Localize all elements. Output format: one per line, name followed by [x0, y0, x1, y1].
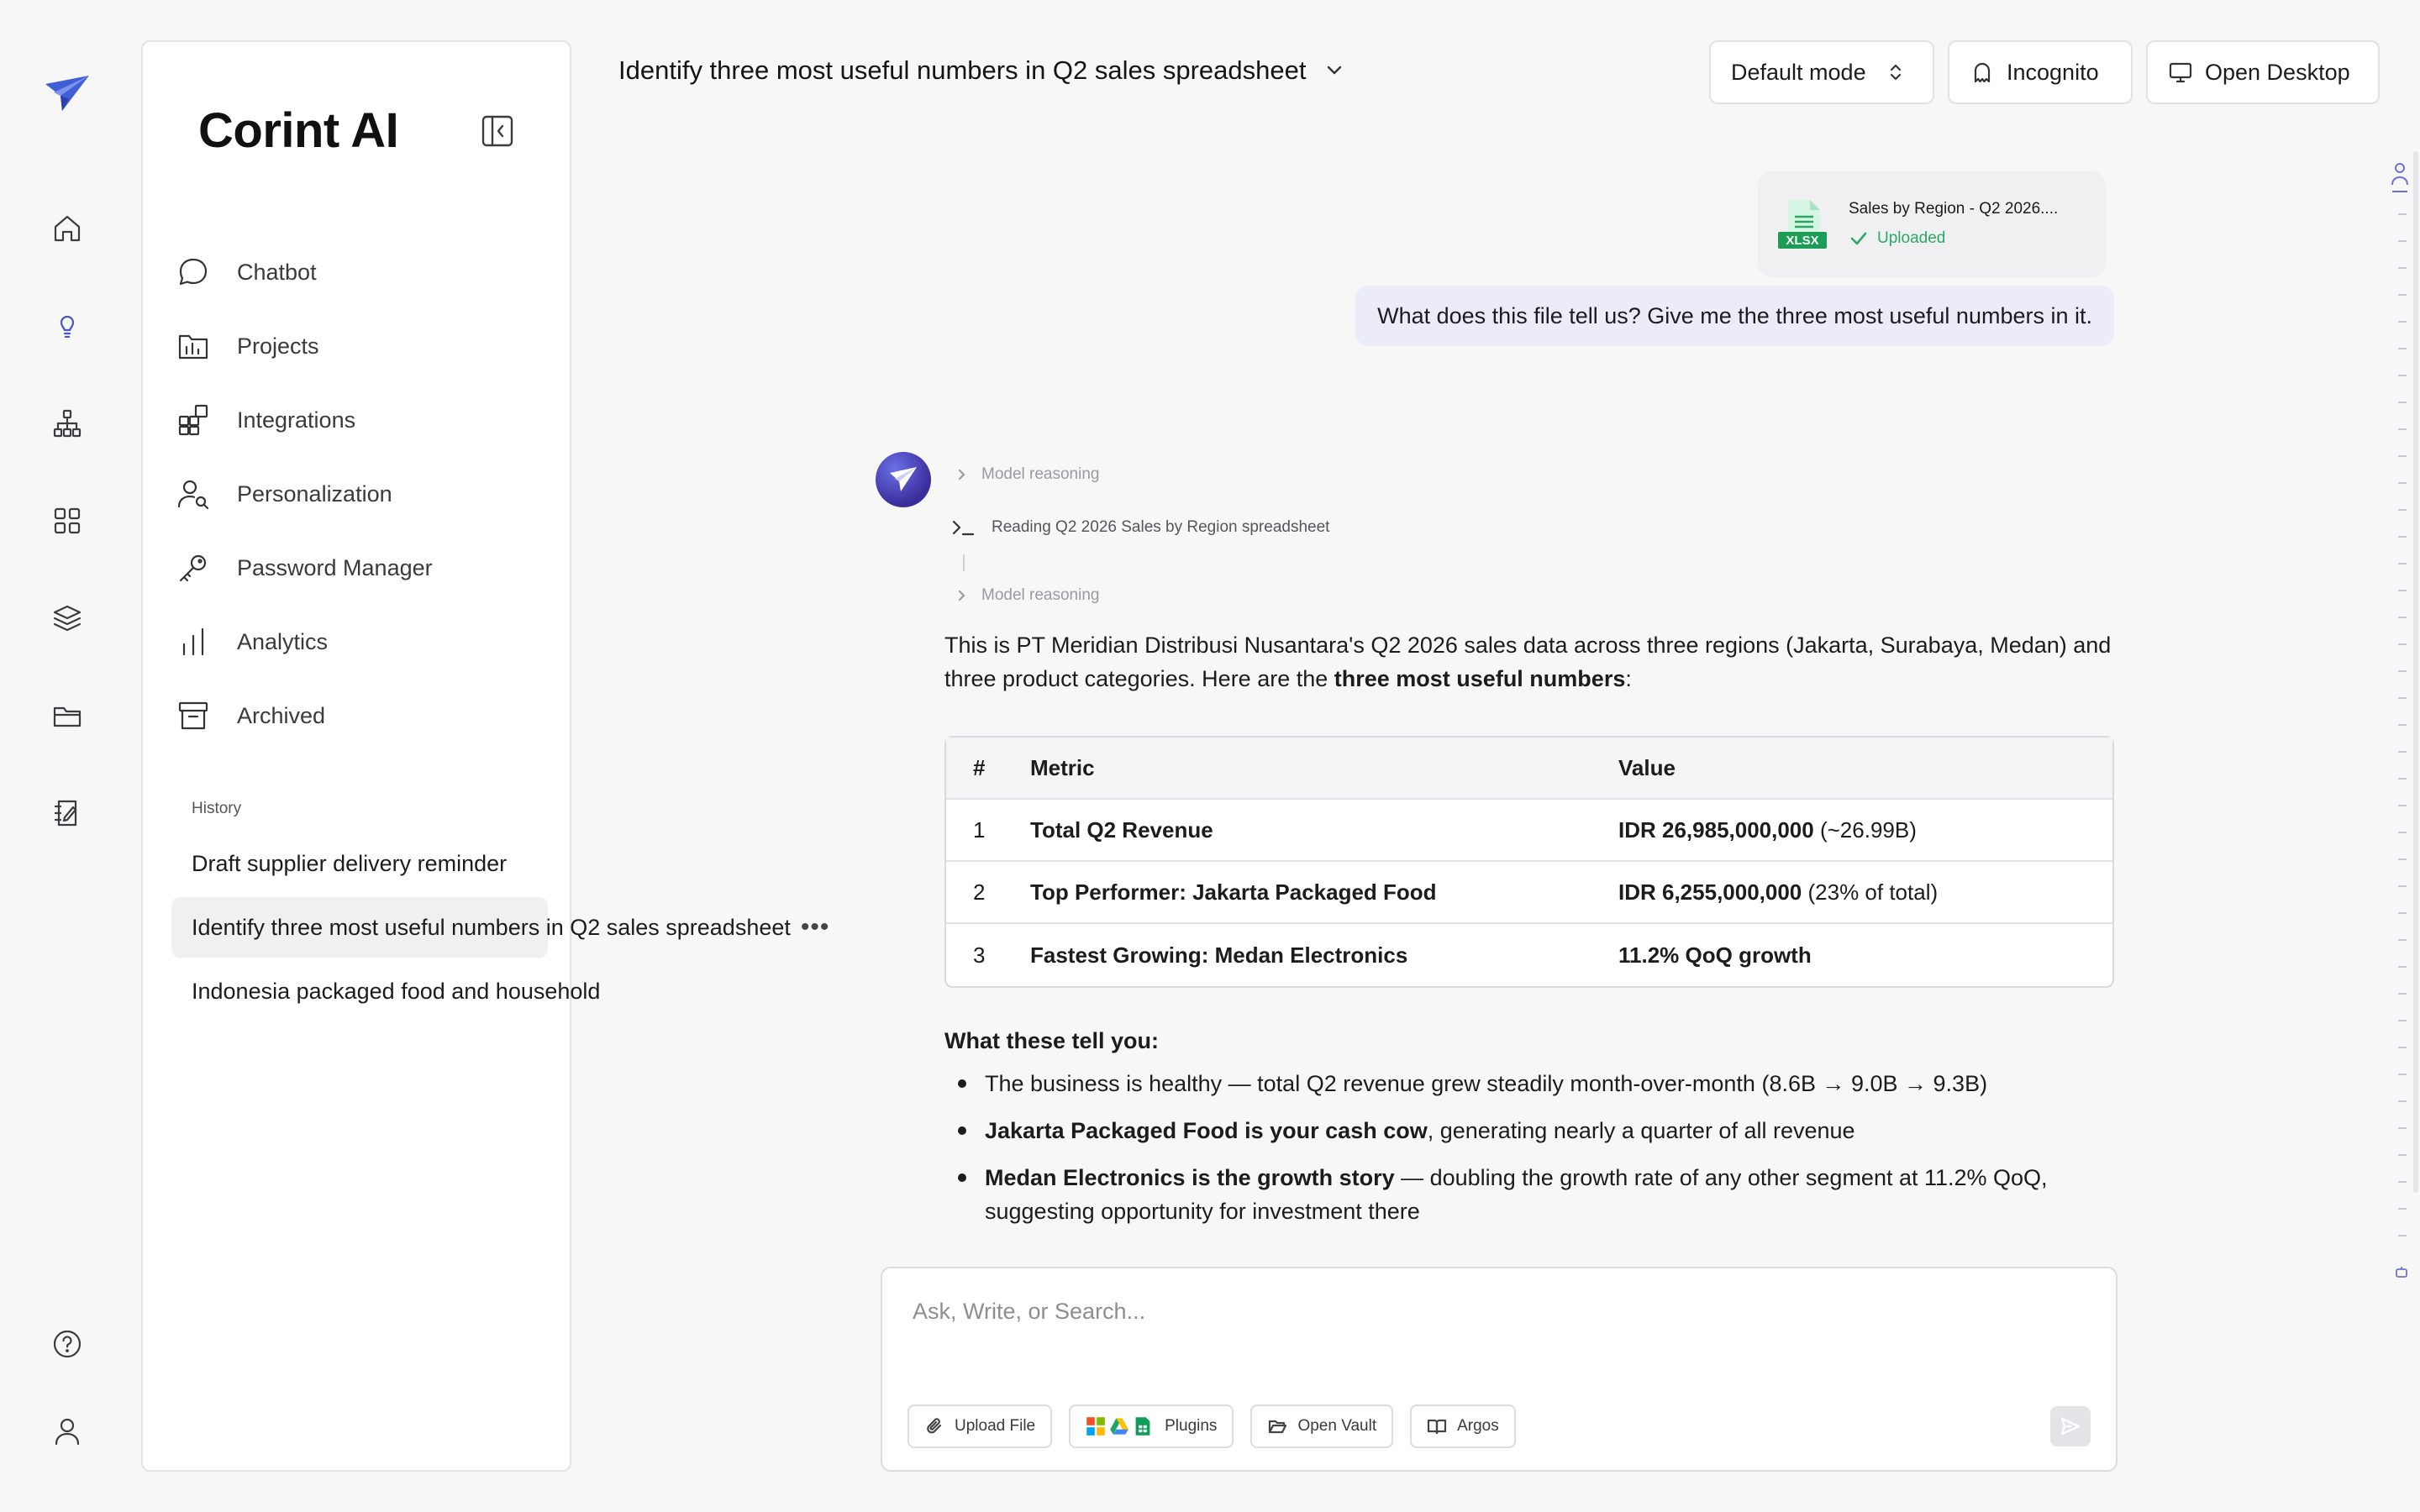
- org-chart-icon[interactable]: [47, 403, 87, 444]
- sidebar-item-label: Password Manager: [237, 554, 433, 580]
- sidebar-item-label: Personalization: [237, 480, 392, 507]
- row-value-bold: IDR 6,255,000,000: [1618, 879, 1802, 905]
- sidebar-item-label: Integrations: [237, 407, 356, 433]
- composer: [881, 1267, 2118, 1472]
- open-desktop-label: Open Desktop: [2205, 59, 2350, 85]
- assistant-intro: [944, 628, 2118, 696]
- sidebar-item-analytics[interactable]: [175, 605, 544, 679]
- open-vault-button[interactable]: [1250, 1404, 1393, 1448]
- bullet-bold: Jakarta Packaged Food is your cash cow: [985, 1118, 1428, 1143]
- sidebar-nav: [175, 235, 544, 753]
- upload-status-label: Uploaded: [1877, 229, 1946, 247]
- projects-folder-icon: [175, 328, 212, 365]
- user-message-bubble: What does this file tell us? Give me the three most useful numbers in it.: [1355, 286, 2114, 346]
- message-input[interactable]: [913, 1299, 2005, 1325]
- send-icon: [2059, 1415, 2082, 1438]
- column-header: Metric: [1030, 738, 1618, 800]
- history-item-active[interactable]: [171, 897, 830, 958]
- xlsx-file-icon: [1776, 198, 1828, 250]
- reasoning-step[interactable]: [955, 586, 1099, 605]
- sidebar-item-integrations[interactable]: [175, 383, 544, 457]
- file-attachment-card[interactable]: [1758, 171, 2106, 277]
- scrollbar[interactable]: [2413, 151, 2418, 1193]
- history-item[interactable]: [171, 833, 548, 894]
- incognito-label: Incognito: [2007, 59, 2099, 85]
- numbers-table: [944, 736, 2114, 988]
- bullet-text: , generating nearly a quarter of all revenue: [1427, 1118, 1855, 1143]
- sidebar-item-personalization[interactable]: [175, 457, 544, 531]
- assistant-logo-icon: [887, 464, 919, 496]
- sidebar-item-chatbot[interactable]: [175, 235, 544, 309]
- row-metric: Top Performer: Jakarta Packaged Food: [1030, 862, 1618, 924]
- folder-open-icon: [1267, 1416, 1287, 1436]
- sidebar-item-projects[interactable]: [175, 309, 544, 383]
- icon-rail: [0, 0, 134, 1512]
- upload-file-label: Upload File: [955, 1417, 1036, 1435]
- lightbulb-icon[interactable]: [47, 306, 87, 346]
- help-icon[interactable]: [47, 1324, 87, 1364]
- plugin-logos-icon: [1086, 1416, 1153, 1436]
- row-value-rest: (~26.99B): [1813, 816, 1917, 843]
- list-item: [944, 1067, 2121, 1100]
- chevron-right-icon: [955, 468, 968, 481]
- table-row: [946, 800, 2112, 862]
- chevron-up-down-icon: [1883, 60, 1908, 85]
- grid-icon[interactable]: [47, 501, 87, 541]
- monitor-icon: [2168, 60, 2193, 85]
- layers-icon[interactable]: [47, 598, 87, 638]
- archive-icon: [175, 697, 212, 734]
- terminal-icon: [951, 517, 975, 538]
- sidebar-collapse-icon: [480, 113, 515, 149]
- plugins-button[interactable]: [1069, 1404, 1234, 1448]
- row-metric: Fastest Growing: Medan Electronics: [1030, 942, 1408, 968]
- row-value: [1618, 924, 2112, 986]
- row-value-rest: (23% of total): [1802, 879, 1939, 905]
- file-name: Sales by Region - Q2 2026....: [1849, 200, 2059, 218]
- check-icon: [1849, 228, 1869, 249]
- reasoning-step[interactable]: [955, 465, 1099, 484]
- chat-title: Identify three most useful numbers in Q2 sales spreadsheet: [618, 55, 1307, 85]
- chevron-right-icon: [955, 589, 968, 602]
- assistant-avatar: [876, 452, 931, 507]
- folder-icon[interactable]: [47, 696, 87, 736]
- history-item[interactable]: [171, 961, 601, 1021]
- intro-text-end: :: [1625, 666, 1632, 691]
- table-row: [946, 924, 2112, 986]
- row-value-bold: IDR 26,985,000,000: [1618, 816, 1814, 843]
- incognito-button[interactable]: [1948, 40, 2133, 104]
- brand-title: Corint AI: [198, 103, 399, 158]
- argos-button[interactable]: [1410, 1404, 1516, 1448]
- chevron-down-icon: [1322, 58, 1347, 83]
- insights-list: [944, 1067, 2121, 1242]
- user-search-icon: [175, 475, 212, 512]
- argos-label: Argos: [1457, 1417, 1499, 1435]
- file-info: [1849, 200, 2058, 249]
- sheets-logo-icon: [1133, 1416, 1153, 1436]
- row-value-bold: 11.2% QoQ growth: [1618, 942, 1812, 968]
- history-item-title: Draft supplier delivery reminder: [192, 850, 508, 876]
- table-header-row: [946, 738, 2112, 800]
- sidebar-item-archived[interactable]: [175, 679, 544, 753]
- reasoning-step-label: Model reasoning: [981, 586, 1100, 604]
- upload-status: [1849, 228, 2058, 249]
- table-row: [946, 862, 2112, 924]
- history-item-title: Identify three most useful numbers in Q2 sales spreadsheet: [192, 914, 791, 940]
- chat-bubble-icon: [175, 254, 212, 291]
- bar-chart-icon: [175, 623, 212, 660]
- step-connector: [963, 554, 965, 571]
- home-icon[interactable]: [47, 208, 87, 249]
- sidebar-item-label: Analytics: [237, 628, 329, 654]
- file-type-label: XLSX: [1786, 234, 1819, 248]
- intro-text: This is PT Meridian Distribusi Nusantara's Q2 2026 sales data across three regions (Jakarta, Surabaya, Medan) and three product categories. Here are the: [944, 633, 2112, 691]
- more-options-icon[interactable]: •••: [800, 913, 830, 941]
- open-desktop-button[interactable]: [2146, 40, 2380, 104]
- history-list: [171, 833, 830, 1025]
- book-open-icon: [1427, 1416, 1447, 1436]
- row-number: 1: [946, 800, 1030, 862]
- drive-logo-icon: [1109, 1416, 1129, 1436]
- row-value: [1618, 862, 2112, 924]
- row-number: 3: [973, 942, 986, 968]
- plugins-label: Plugins: [1165, 1417, 1218, 1435]
- bullet-text: — doubling the growth rate of any other segment at 11.2% QoQ, suggesting opportunity for investment there: [985, 1165, 2048, 1224]
- collapse-sidebar-button[interactable]: [477, 111, 518, 151]
- key-icon: [175, 549, 212, 586]
- reasoning-step-label: Model reasoning: [981, 465, 1100, 483]
- ghost-icon: [1970, 60, 1995, 85]
- integrations-icon: [175, 402, 212, 438]
- row-value: [1618, 800, 2112, 862]
- paperclip-icon: [924, 1416, 944, 1436]
- sidebar-item-label: Projects: [237, 333, 319, 359]
- notebook-icon[interactable]: [47, 793, 87, 833]
- minimap-bot-icon: [2395, 1265, 2408, 1278]
- list-item: [944, 1114, 2121, 1147]
- microsoft-logo-icon: [1086, 1416, 1106, 1436]
- scroll-minimap[interactable]: [2390, 160, 2410, 1285]
- mode-label: Default mode: [1731, 59, 1866, 85]
- bullet-text: The business is healthy — total Q2 revenue grew steadily month-over-month (8.6B → 9.0B → 9.3B): [985, 1071, 1988, 1096]
- send-button[interactable]: [2050, 1406, 2091, 1446]
- list-item: [944, 1161, 2121, 1228]
- upload-file-button[interactable]: [908, 1404, 1052, 1448]
- tool-step-label: Reading Q2 2026 Sales by Region spreadsheet: [992, 518, 1330, 536]
- column-header: Value: [1618, 738, 2112, 800]
- history-heading: History: [192, 800, 242, 817]
- mode-select[interactable]: [1709, 40, 1934, 104]
- tool-step[interactable]: [951, 517, 1329, 538]
- sidebar: [141, 40, 830, 1472]
- row-number: 2: [946, 862, 1030, 924]
- sidebar-item-label: Chatbot: [237, 259, 317, 285]
- row-metric: Total Q2 Revenue: [1030, 800, 1618, 862]
- intro-bold-text: three most useful numbers: [1334, 666, 1626, 691]
- sidebar-item-label: Archived: [237, 702, 326, 728]
- user-icon[interactable]: [47, 1411, 87, 1452]
- insights-heading: What these tell you:: [944, 1028, 1160, 1053]
- logo-icon[interactable]: [44, 74, 91, 113]
- bullet-bold: Medan Electronics is the growth story: [985, 1165, 1395, 1190]
- chat-title-dropdown[interactable]: [618, 55, 1347, 86]
- column-header: #: [946, 738, 1030, 800]
- minimap-user-icon: [2390, 160, 2410, 193]
- sidebar-item-password-manager[interactable]: [175, 531, 544, 605]
- open-vault-label: Open Vault: [1297, 1417, 1377, 1435]
- history-item-title: Indonesia packaged food and household: [192, 978, 601, 1004]
- composer-toolbar: [908, 1404, 1533, 1448]
